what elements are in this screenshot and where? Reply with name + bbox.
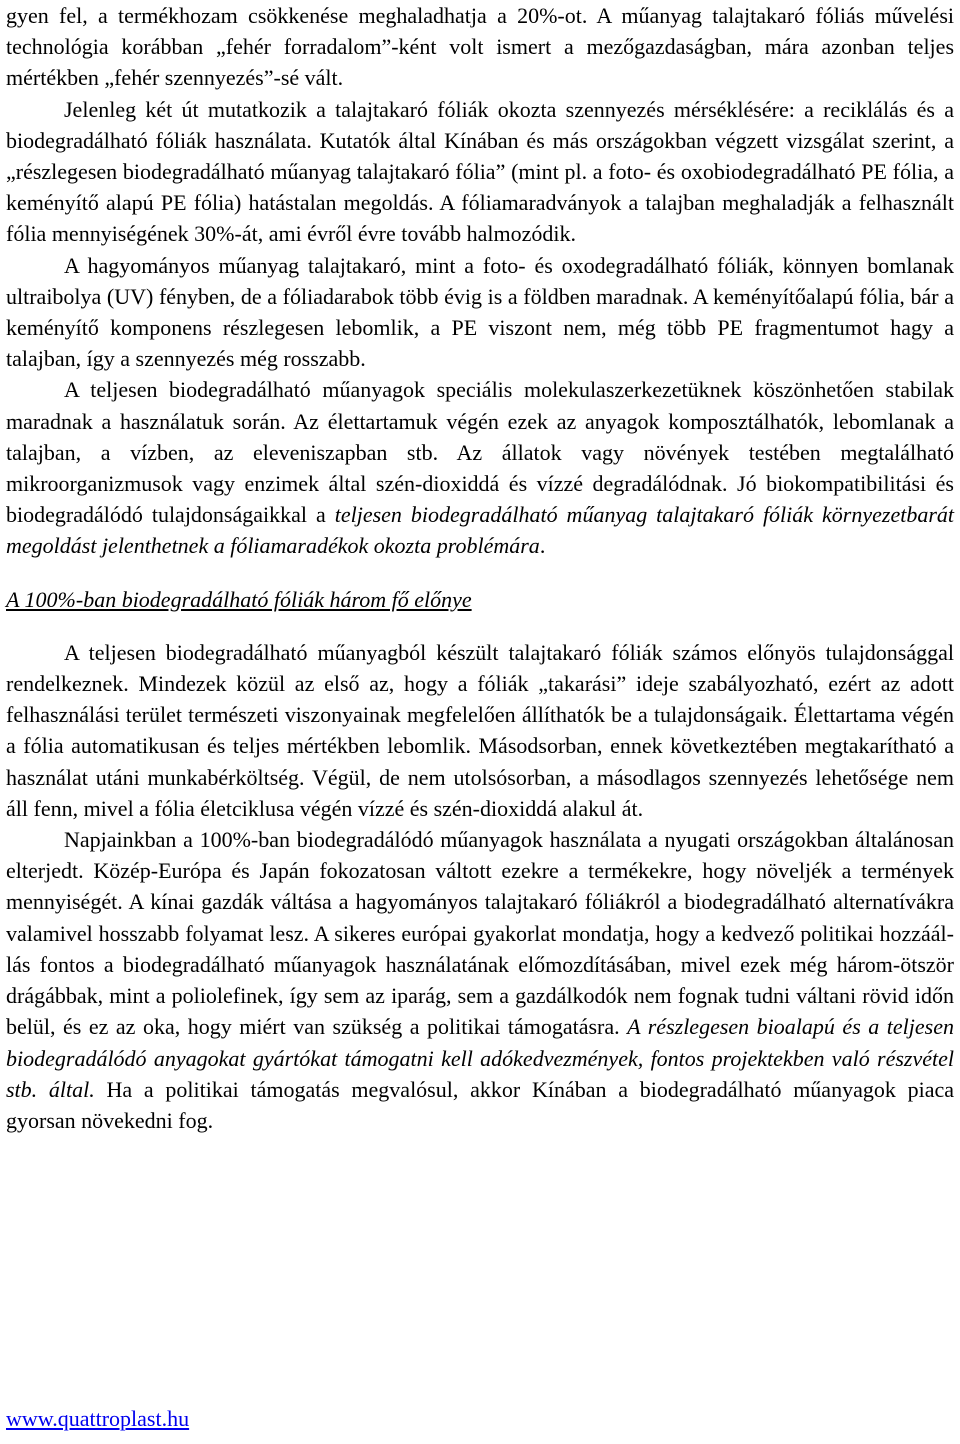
website-link[interactable]: www.quattroplast.hu bbox=[6, 1406, 190, 1431]
section-heading: A 100%-ban biodegradálható fóliák három fő előnye bbox=[6, 586, 472, 612]
document-page bbox=[6, 0, 954, 1136]
section-paragraph-2-text: Napjainkban a 100%-ban biodegradálódó műanyagok használata a nyugati országokban általánosan elterjedt. Közép-Európa és Japán fokozatosan váltott ezekre a termékekre, hogy növeljék a termények mennyiségét. A kínai gazdák váltása a hagyományos talajtakaró fóliákról a biodegradálható alternatívákra valamivel hosszabb folyamat lesz. A sikeres európai gyakorlat mondatja, hogy a kedvező politikai hozzáállás fontos a biodegradálható műanyagok használatának előmozdításában, mivel ezek még három-ötször drágábbak, mint a poliolefinek, így sem az iparág, sem a gazdálkodók nem fognak tudni váltani rövid időn belül, és ez az oka, hogy miért van szükség a politikai támogatásra. bbox=[6, 827, 954, 1040]
paragraph-1: gyen fel, a termékhozam csökkenése meghaladhatja a 20%-ot. A műanyag talajtakaró fóliás művelési technológia korábban „fehér forradalom”-ként volt ismert a mezőgazdaságban, mára azonban teljes mértékben „fehér szennyezés”-sé vált. bbox=[6, 3, 954, 91]
section-paragraph-2-end: Ha a politikai támogatás megvalósul, akkor Kínában a biodegradálható műanyagok piaca gyorsan növekedni fog. bbox=[6, 1076, 954, 1133]
paragraph-2: Jelenleg két út mutatkozik a talajtakaró fóliák okozta szennyezés mérséklésére: a reciklálás és a biodegradálható fóliák használata. Kutatók által Kínában és más országokban végzett vizsgálat szerint, a „részlegesen biodegradálható műanyag talajtakaró fólia” (mint pl. a foto- és oxobiodegradálható PE fólia, a keményítő alapú PE fólia) hatástalan megoldás. A fóliamaradványok a talajban meghaladják a felhasznált fólia mennyiségének 30%-át, ami évről évre tovább halmozódik. bbox=[6, 96, 954, 247]
paragraph-4-emphasis: teljesen biodegradálható műanyag talajtakaró fóliák környezetbarát megoldást jelenthetnek a fóliamaradékok okozta problémára bbox=[6, 502, 954, 559]
paragraph-3: A hagyományos műanyag talajtakaró, mint a foto- és oxodegradálható fóliák, könnyen bomlanak ultraibolya (UV) fényben, de a fóliadarabok több évig is a földben maradnak. A keményítőalapú fólia, bár a keményítő komponens részlegesen lebomlik, a PE viszont nem, még több PE fragmentumot hagy a talajban, így a szennyezés még rosszabb. bbox=[6, 252, 954, 372]
paragraph-4-end: . bbox=[539, 533, 546, 559]
paragraph-4-text: A teljesen biodegradálható műanyagok speciális molekulaszerkezetüknek köszönhetően stabilak maradnak a használatuk során. Az élettartamuk végén ezek az anyagok komposztálhatók, lebomlanak a talajban, a vízben, az eleveniszapban stb. Az állatok vagy növények testében megtalálható mikroorganizmusok vagy enzimek által szén-dioxiddá és vízzé degradálódnak. Jó biokompatibilitási és biodegradálódó tulajdonságaikkal a bbox=[6, 377, 954, 528]
paragraph-4 bbox=[6, 374, 954, 561]
section-paragraph-1: A teljesen biodegradálható műanyagból készült talajtakaró fóliák számos előnyös tulajdonsággal rendelkeznek. Mindezek közül az első az, hogy a fóliák „takarási” ideje szabályozható, ezért az adott felhasználási terület természeti viszonyainak megfelelően állíthatók be a tulajdonságaik. Élettartama végén a fólia automatikusan és teljes mértékben lebomlik. Másodsorban, ennek következtében megtakarítható a használat utáni munkabérköltség. Végül, de nem utolsósorban, a másodlagos szennyezés lehetősége nem áll fenn, mivel a fólia életciklusa végén vízzé és szén-dioxiddá alakul át. bbox=[6, 639, 954, 821]
section-paragraph-2-emphasis: A részlegesen bioalapú és a teljesen biodegradálódó anyagokat gyártókat támogatni kell adókedvezmények, fontos projektekben való részvétel stb. által. bbox=[6, 1014, 955, 1102]
section-paragraph-2 bbox=[6, 824, 954, 1136]
